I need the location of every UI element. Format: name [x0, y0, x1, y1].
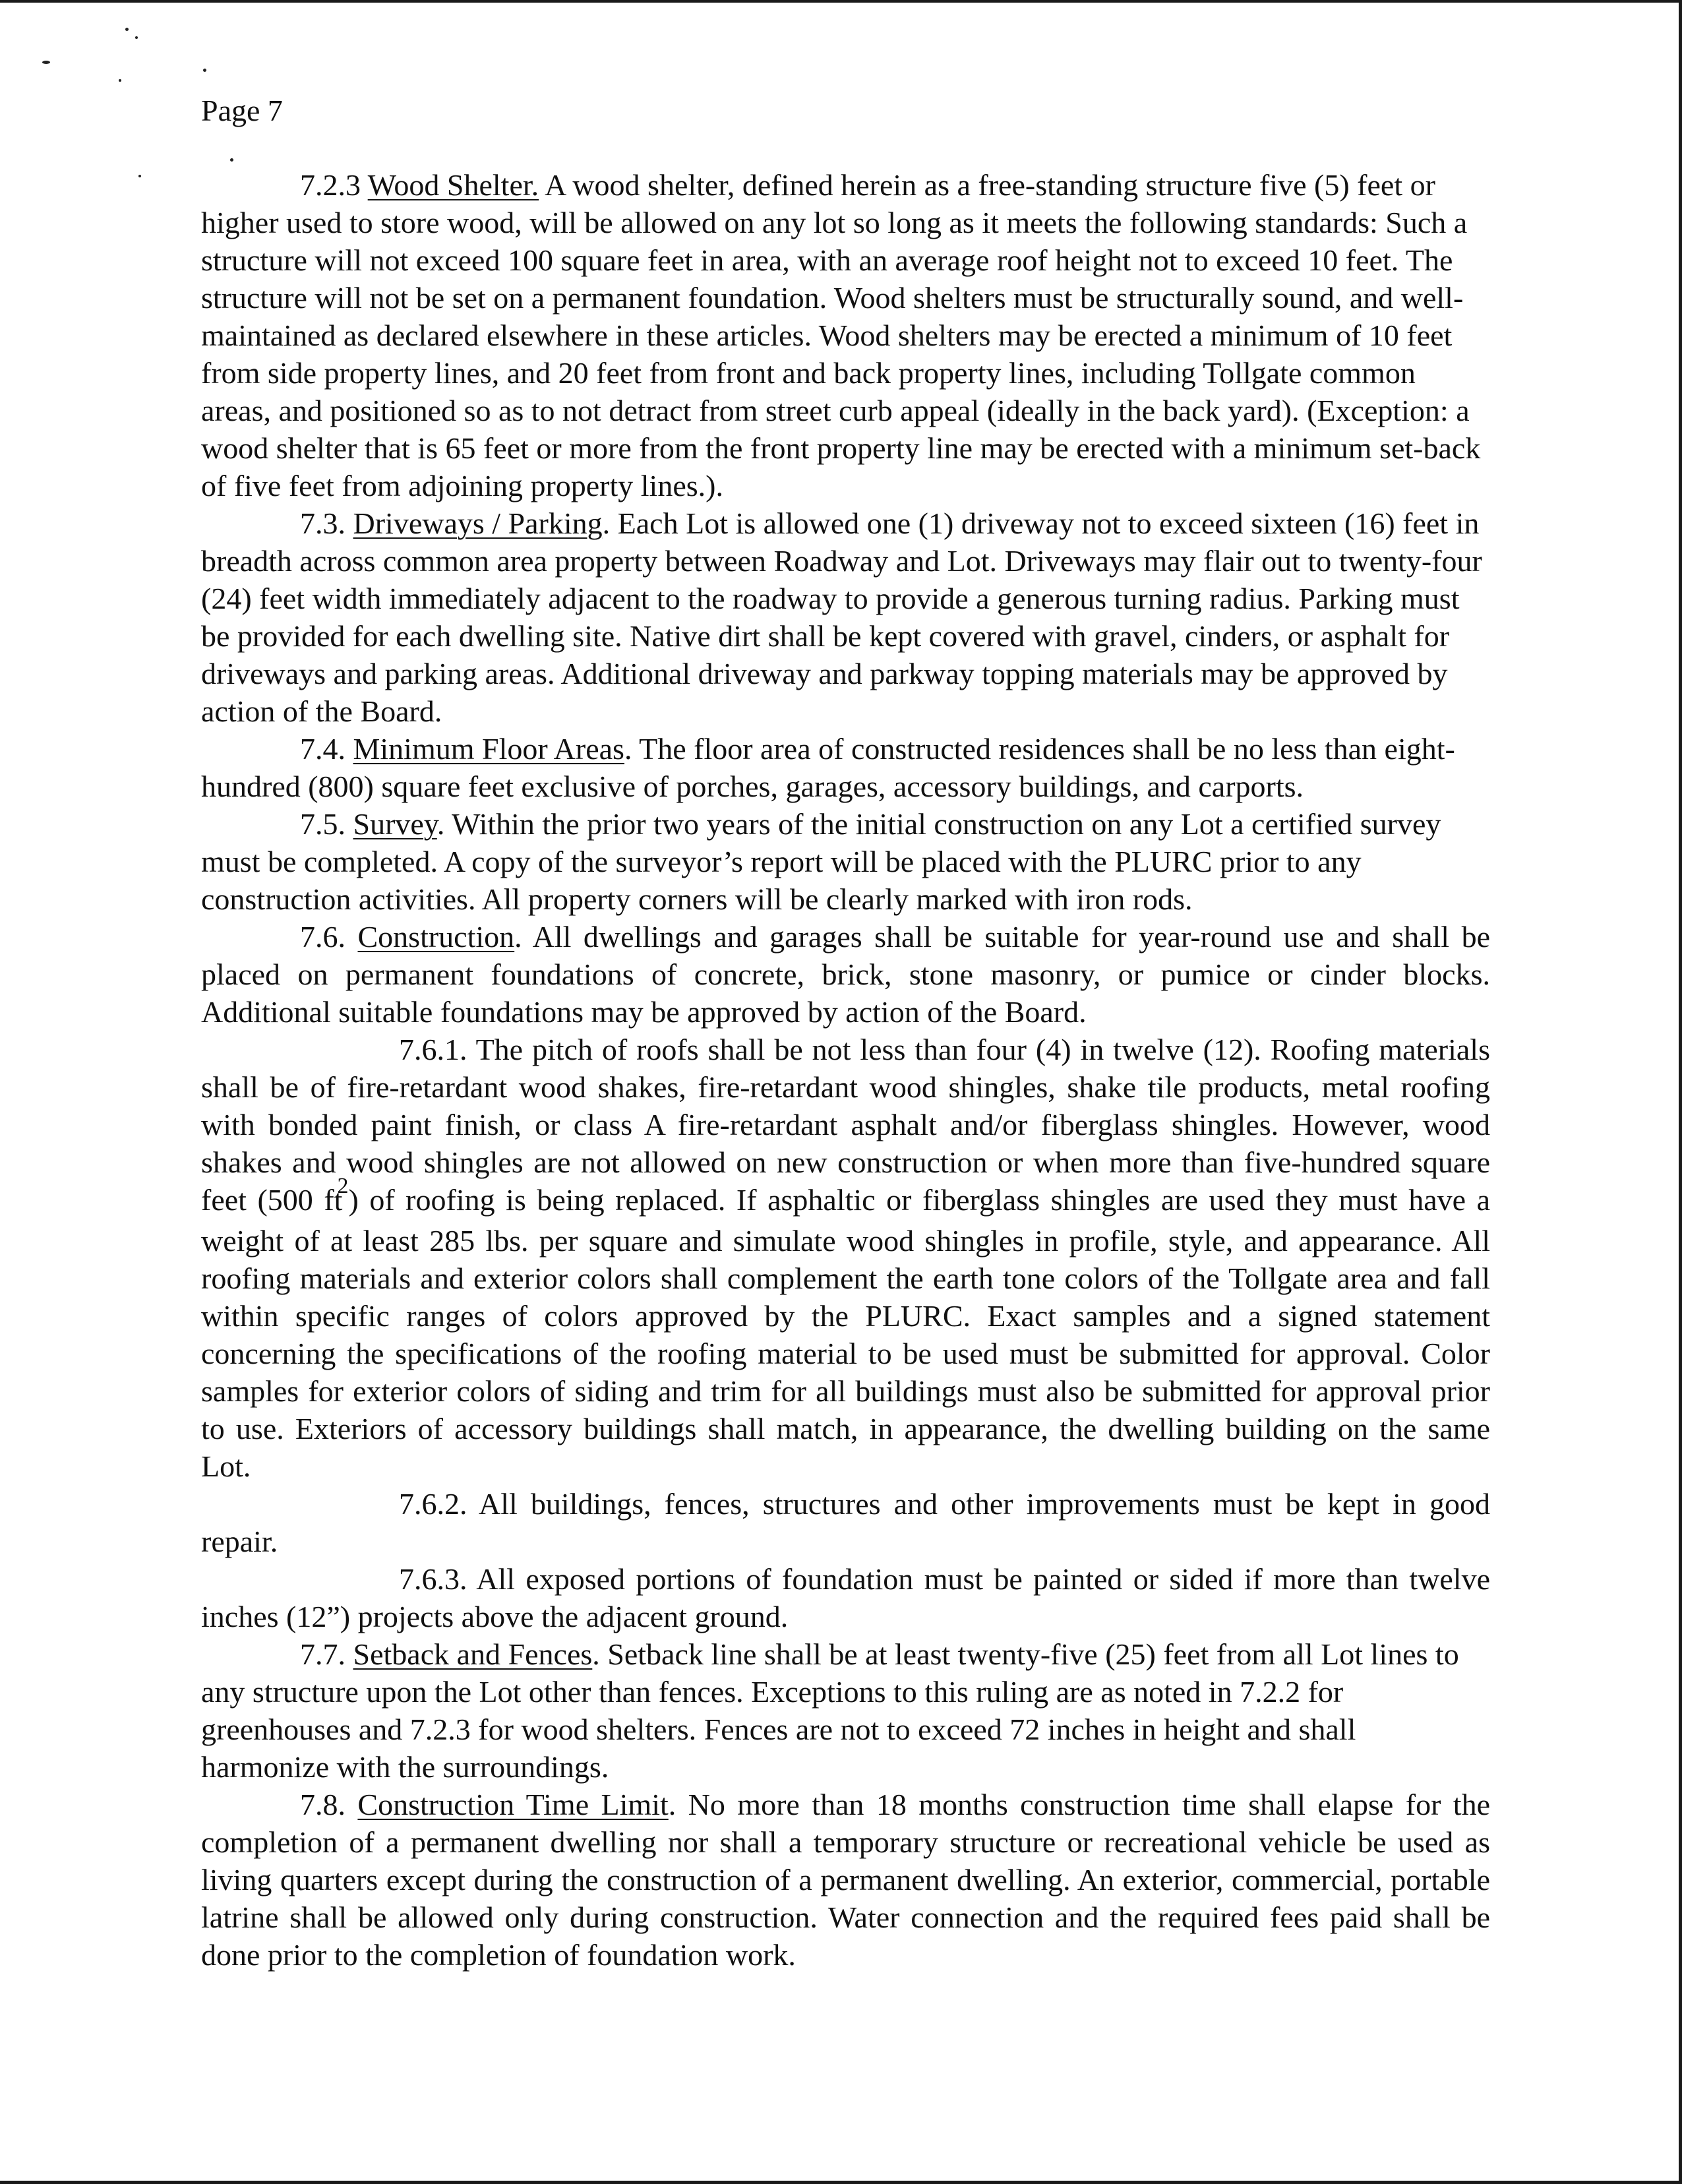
section-heading: Survey [353, 807, 437, 841]
section-7-6-2 [201, 1485, 1490, 1560]
section-number: 7.8. [300, 1788, 345, 1821]
section-7-8 [201, 1786, 1490, 1974]
page-number: Page 7 [201, 94, 283, 127]
section-number: 7.6.1. [399, 1033, 467, 1066]
section-heading: Driveways / Parking [353, 506, 603, 540]
section-text-continued: ) of roofing is being replaced. If asphaltic or fiberglass shingles are used they must have a weight of at least 285 lbs. per square and simulate wood shingles in profile, style, and appearance. All roofing materials and exterior colors shall complement the earth tone colors of the Tollgate area and fall within specific ranges of colors approved by the PLURC. Exact samples and a signed statement concerning the specifications of the roofing material to be used must be submitted for approval. Color samples for exterior colors of siding and trim for all buildings must also be submitted for approval prior to use. Exteriors of accessory buildings shall match, in appearance, the dwelling building on the same Lot. [201, 1183, 1491, 1483]
section-heading: Construction Time Limit [357, 1788, 669, 1821]
section-number: 7.3. [300, 506, 345, 540]
section-number: 7.2.3 [300, 168, 361, 202]
section-text: . Each Lot is allowed one (1) driveway not to exceed sixteen (16) feet in breadth across common area property between Roadway and Lot. Driveways may flair out to twenty-four (24) feet width immediately adjacent to the roadway to provide a generous turning radius. Parking must be provided for each dwelling site. Native dirt shall be kept covered with gravel, cinders, or asphalt for driveways and parking areas. Additional driveway and parkway topping materials may be approved by action of the Board. [201, 506, 1482, 728]
section-7-6-1 [201, 1031, 1490, 1485]
scan-speck [125, 28, 129, 31]
section-text: All exposed portions of foundation must be painted or sided if more than twelve inches (12”) projects above the adjacent ground. [201, 1562, 1490, 1633]
section-number: 7.5. [300, 807, 345, 841]
section-text: . No more than 18 months construction time shall elapse for the completion of a permanent dwelling nor shall a temporary structure or recreational vehicle be used as living quarters except during the construction of a permanent dwelling. An exterior, commercial, portable latrine shall be allowed only during construction. Water connection and the required fees paid shall be done prior to the completion of foundation work. [201, 1788, 1491, 1972]
section-text: . Setback line shall be at least twenty-five (25) feet from all Lot lines to any structure upon the Lot other than fences. Exceptions to this ruling are as noted in 7.2.2 for greenhouses and 7.2.3 for wood shelters. Fences are not to exceed 72 inches in height and shall harmonize with the surroundings. [201, 1637, 1459, 1784]
section-7-5 [201, 805, 1490, 918]
scan-border-right [1679, 0, 1682, 2184]
section-text: A wood shelter, defined herein as a free-standing structure five (5) feet or higher used to store wood, will be allowed on any lot so long as it meets the following standards: Such a structure will not exceed 100 square feet in area, with an average roof height not to exceed 10 feet. The structure will not be set on a permanent foundation. Wood shelters must be structurally sound, and well-maintained as declared elsewhere in these articles. Wood shelters may be erected a minimum of 10 feet from side property lines, and 20 feet from front and back property lines, including Tollgate common areas, and positioned so as to not detract from street curb appeal (ideally in the back yard). (Exception: a wood shelter that is 65 feet or more from the front property line may be erected with a minimum set-back of five feet from adjoining property lines.). [201, 168, 1481, 502]
section-7-6-3 [201, 1560, 1490, 1635]
scan-speck [230, 158, 233, 162]
section-number: 7.7. [300, 1637, 345, 1671]
scan-speck [135, 36, 138, 39]
section-text: . Within the prior two years of the initial construction on any Lot a certified survey must be completed. A copy of the surveyor’s report will be placed with the PLURC prior to any construction activities. All property corners will be clearly marked with iron rods. [201, 807, 1441, 916]
section-heading: Setback and Fences [353, 1637, 593, 1671]
scan-border-top [0, 0, 1682, 3]
section-7-7 [201, 1635, 1490, 1786]
section-7-4 [201, 730, 1490, 805]
section-number: 7.4. [300, 732, 345, 766]
section-heading: Wood Shelter. [367, 168, 539, 202]
superscript-squared: 2 [337, 1174, 349, 1198]
scan-border-bottom [0, 2181, 1682, 2184]
section-7-2-3 [201, 166, 1490, 504]
scan-speck [42, 61, 50, 64]
scan-speck [203, 69, 206, 72]
section-text: All buildings, fences, structures and other improvements must be kept in good repair. [201, 1487, 1490, 1558]
section-heading: Construction [357, 920, 515, 954]
scan-speck [119, 79, 121, 82]
section-text: . All dwellings and garages shall be suitable for year-round use and shall be placed on permanent foundations of concrete, brick, stone masonry, or pumice or cinder blocks. Additional suitable foundations may be approved by action of the Board. [201, 920, 1491, 1029]
section-number: 7.6.2. [399, 1487, 467, 1521]
section-heading: Minimum Floor Areas [353, 732, 624, 766]
section-number: 7.6.3. [399, 1562, 467, 1596]
scan-speck [138, 175, 141, 177]
section-7-6 [201, 918, 1490, 1031]
section-text: The pitch of roofs shall be not less than four (4) in twelve (12). Roofing materials shall be of fire-retardant wood shakes, fire-retardant wood shingles, shake tile products, metal roofing with bonded paint finish, or class A fire-retardant asphalt and/or fiberglass shingles. However, wood shakes and wood shingles are not allowed on new construction or when more than five-hundred square feet (500 ft [201, 1033, 1490, 1217]
section-7-3 [201, 504, 1490, 730]
document-body [201, 166, 1490, 1974]
section-number: 7.6. [300, 920, 345, 954]
section-text: . The floor area of constructed residences shall be no less than eight-hundred (800) square feet exclusive of porches, garages, accessory buildings, and carports. [201, 732, 1455, 803]
